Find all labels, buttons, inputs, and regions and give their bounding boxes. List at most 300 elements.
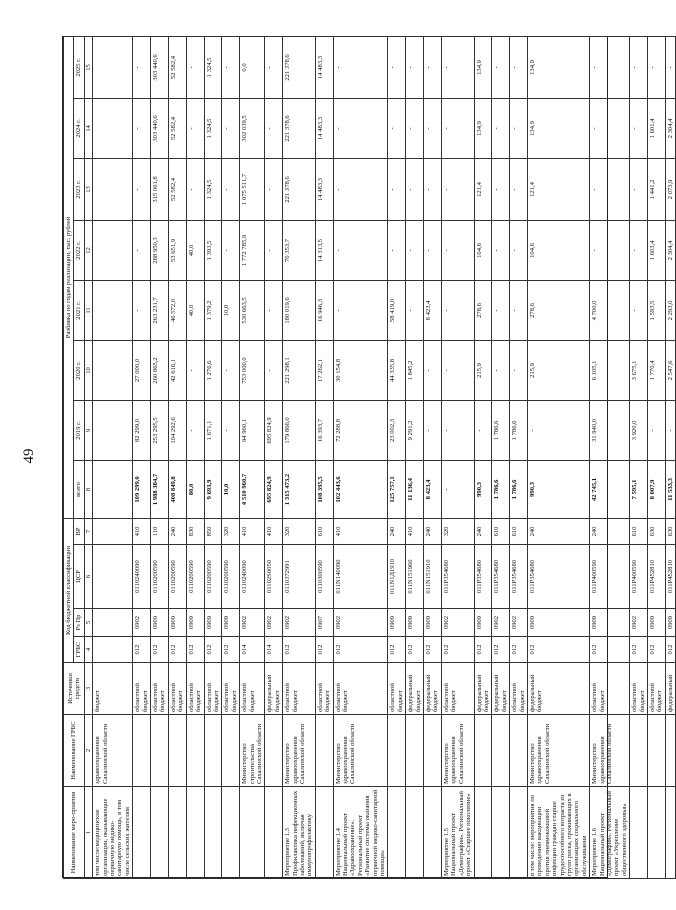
year-value-cell: 72 288,8 [333, 400, 388, 460]
table-row [441, 36, 474, 878]
year-value-cell [93, 220, 133, 280]
year-value-cell: 215,9 [474, 340, 492, 400]
row-name-cell [204, 787, 222, 879]
year-value-cell: 14 313,5 [315, 220, 333, 280]
year-value-cell: - [265, 280, 283, 340]
year-value-cell: - [648, 36, 666, 98]
code-csr-cell: 0110200590 [151, 545, 169, 609]
year-value-cell: 134,9 [527, 36, 589, 98]
code-grbs-cell: 012 [186, 637, 204, 663]
year-value-cell: 263 231,7 [151, 280, 169, 340]
year-value-cell: 530 663,5 [240, 280, 265, 340]
row-name-cell [510, 787, 528, 879]
year-value-cell: 179 866,0 [283, 400, 316, 460]
header-year: 2024 г. [74, 98, 84, 158]
code-grbs-cell: 012 [510, 637, 528, 663]
row-grbs-cell [133, 715, 151, 787]
row-name-cell [133, 787, 151, 879]
code-vr-cell: 410 [265, 518, 283, 544]
header-grbs: Наименование ГРБС [64, 715, 85, 787]
row-source-cell: федеральный бюджет [492, 663, 510, 715]
year-value-cell: 16 946,3 [315, 280, 333, 340]
code-csr-cell: 011P354680 [510, 545, 528, 609]
total-cell: 1 315 473,2 [283, 460, 316, 518]
index-cell: 5 [84, 609, 92, 637]
total-cell: 1 786,6 [492, 460, 510, 518]
row-source-cell: областной бюджет [315, 663, 333, 715]
rotated-table-area [63, 37, 674, 879]
year-value-cell: - [406, 36, 424, 98]
year-value-cell: - [265, 220, 283, 280]
year-value-cell: 52 582,4 [168, 98, 186, 158]
year-value-cell [93, 340, 133, 400]
code-grbs-cell: 012 [151, 637, 169, 663]
year-value-cell: - [186, 158, 204, 220]
code-rz-cell: 0909 [665, 609, 675, 637]
year-value-cell: - [388, 158, 406, 220]
table-row [133, 36, 151, 878]
year-value-cell: - [333, 280, 388, 340]
table-row [333, 36, 388, 878]
code-grbs-cell: 012 [204, 637, 222, 663]
year-value-cell: 40,0 [186, 220, 204, 280]
index-cell: 8 [84, 460, 92, 518]
year-value-cell: 1 324,5 [204, 158, 222, 220]
row-name-cell [186, 787, 204, 879]
code-rz-cell: 0902 [333, 609, 388, 637]
code-vr-cell: 320 [441, 518, 474, 544]
table-row [204, 36, 222, 878]
year-value-cell: - [590, 36, 630, 98]
year-value-cell: - [510, 36, 528, 98]
index-cell: 12 [84, 220, 92, 280]
year-value-cell [93, 98, 133, 158]
page-number: 49 [21, 448, 37, 464]
year-value-cell: 121,4 [474, 158, 492, 220]
year-value-cell: 1 593,5 [648, 280, 666, 340]
year-value-cell: 52 582,4 [168, 158, 186, 220]
year-value-cell: 1 601,4 [648, 98, 666, 158]
code-vr-cell: 110 [151, 518, 169, 544]
code-grbs-cell: 012 [474, 637, 492, 663]
code-vr-cell: 240 [388, 518, 406, 544]
index-cell: 10 [84, 340, 92, 400]
year-value-cell: 2 304,4 [665, 98, 675, 158]
year-value-cell: 3 920,0 [630, 400, 648, 460]
year-value-cell: 14 483,3 [315, 36, 333, 98]
year-value-cell: - [630, 36, 648, 98]
code-grbs-cell: 014 [240, 637, 265, 663]
total-cell: 11 533,3 [665, 460, 675, 518]
table-row [510, 36, 528, 878]
year-value-cell: - [406, 280, 424, 340]
year-value-cell: - [527, 400, 589, 460]
total-cell: 1 988 384,7 [151, 460, 169, 518]
row-grbs-cell [424, 715, 442, 787]
total-cell: 4 510 960,7 [240, 460, 265, 518]
row-grbs-cell: Министерство здравоохранения Сахалинской области [333, 715, 388, 787]
total-cell [93, 460, 133, 518]
row-source-cell: областной бюджет [133, 663, 151, 715]
code-rz-cell: 0909 [204, 609, 222, 637]
row-source-cell: федеральный бюджет [474, 663, 492, 715]
year-value-cell: - [222, 220, 240, 280]
code-csr-cell: 011N140090 [333, 545, 388, 609]
index-cell: 9 [84, 400, 92, 460]
index-cell: 1 [84, 787, 92, 879]
code-csr-cell [93, 545, 133, 609]
code-vr-cell: 610 [510, 518, 528, 544]
header-code-group: Код бюджетной классификации [64, 518, 74, 662]
header-code-csr: ЦСР [74, 545, 84, 609]
code-grbs-cell: 014 [265, 637, 283, 663]
year-value-cell: - [630, 280, 648, 340]
year-value-cell: 2 073,9 [665, 158, 675, 220]
code-rz-cell: 0909 [186, 609, 204, 637]
code-vr-cell [93, 518, 133, 544]
table-row [474, 36, 492, 878]
year-value-cell: - [665, 36, 675, 98]
year-value-cell: - [590, 220, 630, 280]
code-rz-cell: 0902 [283, 609, 316, 637]
year-value-cell: - [441, 400, 474, 460]
year-value-cell: 302 039,5 [240, 98, 265, 158]
code-vr-cell: 240 [474, 518, 492, 544]
code-rz-cell: 0902 [265, 609, 283, 637]
row-source-cell: федеральный бюджет [265, 663, 283, 715]
row-grbs-cell [474, 715, 492, 787]
header-code-rz: Рз Пр [74, 609, 84, 637]
year-value-cell: 14 483,3 [315, 98, 333, 158]
code-rz-cell: 0909 [648, 609, 666, 637]
row-source-cell: областной бюджет [630, 663, 648, 715]
row-grbs-cell: здравоохранения Сахалинской области [93, 715, 133, 787]
year-value-cell: - [492, 98, 510, 158]
code-rz-cell: 0909 [222, 609, 240, 637]
code-rz-cell: 0909 [388, 609, 406, 637]
year-value-cell: - [492, 340, 510, 400]
year-value-cell: - [441, 280, 474, 340]
index-row [84, 36, 92, 878]
year-value-cell: 288 950,3 [151, 220, 169, 280]
total-cell: 8 007,9 [648, 460, 666, 518]
table-row [168, 36, 186, 878]
total-cell: 695 824,9 [265, 460, 283, 518]
year-value-cell: - [492, 280, 510, 340]
code-rz-cell: 0902 [510, 609, 528, 637]
total-cell: 108 395,5 [315, 460, 333, 518]
row-source-cell: федеральный [665, 663, 675, 715]
year-value-cell: 695 824,9 [265, 400, 283, 460]
year-value-cell: 180 019,6 [283, 280, 316, 340]
row-name-cell: том числе:медицинские организации, оказывающие первичную медико-санитарную помощь, в том числе сельских жителям [93, 787, 133, 879]
year-value-cell: 215,9 [527, 340, 589, 400]
year-value-cell: 1 603,4 [648, 220, 666, 280]
year-value-cell: 278,6 [527, 280, 589, 340]
code-csr-cell: 011P452810 [665, 545, 675, 609]
code-rz-cell: 0902 [133, 609, 151, 637]
index-cell: 2 [84, 715, 92, 787]
code-grbs-cell [93, 637, 133, 663]
year-value-cell: - [388, 36, 406, 98]
code-csr-cell: 011N151910 [424, 545, 442, 609]
code-csr-cell: 0110200590 [168, 545, 186, 609]
year-value-cell: 44 335,8 [388, 340, 406, 400]
table-row [151, 36, 169, 878]
year-value-cell: 1 379,2 [204, 280, 222, 340]
year-value-cell [93, 400, 133, 460]
code-vr-cell: 610 [630, 518, 648, 544]
header-total: всего [74, 460, 84, 518]
code-vr-cell: 240 [590, 518, 630, 544]
code-vr-cell: 320 [222, 518, 240, 544]
year-value-cell: - [222, 98, 240, 158]
year-value-cell: 46 572,0 [168, 280, 186, 340]
code-vr-cell: 630 [665, 518, 675, 544]
year-value-cell: 53 651,9 [168, 220, 186, 280]
code-vr-cell: 610 [492, 518, 510, 544]
row-source-cell: областной бюджет [186, 663, 204, 715]
code-csr-cell: 0110240090 [133, 545, 151, 609]
table-body [93, 36, 676, 878]
code-rz-cell: 0909 [527, 609, 589, 637]
header-row-1 [64, 36, 74, 878]
row-grbs-cell [648, 715, 666, 787]
year-value-cell: 221 298,1 [283, 340, 316, 400]
code-vr-cell: 240 [168, 518, 186, 544]
year-value-cell: - [265, 36, 283, 98]
index-cell: 7 [84, 518, 92, 544]
year-value-cell: - [333, 98, 388, 158]
year-value-cell: - [333, 158, 388, 220]
year-value-cell: 1 772 785,9 [240, 220, 265, 280]
row-source-cell: федеральный бюджет [406, 663, 424, 715]
code-grbs-cell: 012 [133, 637, 151, 663]
year-value-cell: - [406, 220, 424, 280]
row-name-cell [492, 787, 510, 879]
row-grbs-cell: Министерство здравоохранения Сахалинской области [590, 715, 630, 787]
row-source-cell: областной бюджет [204, 663, 222, 715]
year-value-cell: - [424, 98, 442, 158]
total-cell: - [441, 460, 474, 518]
year-value-cell: 121,4 [527, 158, 589, 220]
year-value-cell: - [333, 36, 388, 98]
year-value-cell: - [424, 400, 442, 460]
year-value-cell: 260 865,2 [151, 340, 169, 400]
code-csr-cell: 0110372991 [283, 545, 316, 609]
header-code-vr: ВР [74, 518, 84, 544]
code-vr-cell: 830 [186, 518, 204, 544]
year-value-cell: - [424, 340, 442, 400]
code-csr-cell: 0110200590 [204, 545, 222, 609]
year-value-cell: 2 547,6 [665, 340, 675, 400]
year-value-cell: - [133, 36, 151, 98]
code-vr-cell: 610 [315, 518, 333, 544]
code-csr-cell: 011N1Д1910 [388, 545, 406, 609]
code-grbs-cell: 012 [406, 637, 424, 663]
table-row [424, 36, 442, 878]
year-value-cell: 253 295,5 [151, 400, 169, 460]
year-value-cell: 303 440,6 [151, 36, 169, 98]
year-value-cell: - [590, 158, 630, 220]
row-grbs-cell [406, 715, 424, 787]
year-value-cell: - [630, 220, 648, 280]
year-value-cell: 0,0 [240, 36, 265, 98]
year-value-cell: 1 786,6 [492, 400, 510, 460]
total-cell: 8 423,4 [424, 460, 442, 518]
code-grbs-cell: 012 [665, 637, 675, 663]
row-grbs-cell [510, 715, 528, 787]
row-grbs-cell [665, 715, 675, 787]
year-value-cell: - [441, 220, 474, 280]
header-name: Наименование меро-приятия [64, 787, 85, 879]
table-row [315, 36, 333, 878]
row-name-cell [222, 787, 240, 879]
year-value-cell [93, 158, 133, 220]
year-value-cell: 303 440,6 [151, 98, 169, 158]
year-value-cell: - [222, 36, 240, 98]
row-name-cell: Мероприятие 1.3 Профилактика инфекционных заболеваний, включая иммунопрофилактику [283, 787, 316, 879]
year-value-cell: 315 061,8 [151, 158, 169, 220]
year-value-cell: - [388, 98, 406, 158]
row-source-cell: областной бюджет [333, 663, 388, 715]
year-value-cell: 1 324,5 [204, 98, 222, 158]
row-name-cell: в том числе: мероприятия по проведению вакцинации против пневмококковой инфекции граждан старше трудоспособного возраста из групп риска, проживающих в организациях социального обслуживания [527, 787, 589, 879]
row-grbs-cell [186, 715, 204, 787]
header-years-group: Разбивка по годам реализации, тыс. рублей [64, 36, 74, 518]
year-value-cell: 82 299,0 [133, 400, 151, 460]
year-value-cell: 1 324,5 [204, 36, 222, 98]
code-rz-cell: 0909 [590, 609, 630, 637]
row-name-cell [406, 787, 424, 879]
code-rz-cell: 0909 [424, 609, 442, 637]
year-value-cell: - [222, 158, 240, 220]
row-source-cell: областной бюджет [222, 663, 240, 715]
row-grbs-cell: Министерство здравоохранения Сахалинской области [527, 715, 589, 787]
row-name-cell [388, 787, 406, 879]
year-value-cell: 14 483,3 [315, 158, 333, 220]
code-csr-cell: 0110200590 [186, 545, 204, 609]
code-grbs-cell: 012 [648, 637, 666, 663]
year-value-cell: - [424, 158, 442, 220]
index-cell: 6 [84, 545, 92, 609]
year-value-cell: - [265, 158, 283, 220]
year-value-cell: 23 002,3 [388, 400, 406, 460]
code-grbs-cell: 012 [168, 637, 186, 663]
table-row [590, 36, 630, 878]
table-row [240, 36, 265, 878]
code-grbs-cell: 012 [630, 637, 648, 663]
year-value-cell [93, 280, 133, 340]
year-value-cell: 4 700,0 [590, 280, 630, 340]
year-value-cell: - [492, 158, 510, 220]
row-name-cell [265, 787, 283, 879]
table-row [93, 36, 133, 878]
year-value-cell: 10,0 [222, 280, 240, 340]
row-grbs-cell [204, 715, 222, 787]
row-grbs-cell [151, 715, 169, 787]
year-value-cell: 104 292,6 [168, 400, 186, 460]
row-source-cell: областной бюджет [283, 663, 316, 715]
row-grbs-cell: Министерство строительства Сахалинской области [240, 715, 265, 787]
code-vr-cell: 410 [406, 518, 424, 544]
row-name-cell [630, 787, 648, 879]
table-row [283, 36, 316, 878]
row-name-cell [424, 787, 442, 879]
code-grbs-cell: 012 [527, 637, 589, 663]
code-csr-cell: 011P354680 [527, 545, 589, 609]
code-grbs-cell: 012 [222, 637, 240, 663]
year-value-cell: 134,9 [527, 98, 589, 158]
row-grbs-cell [492, 715, 510, 787]
code-csr-cell: 0110240090 [240, 545, 265, 609]
code-csr-cell: 011P354680 [441, 545, 474, 609]
year-value-cell: 134,9 [474, 36, 492, 98]
code-vr-cell: 850 [204, 518, 222, 544]
year-value-cell: - [424, 220, 442, 280]
row-name-cell [648, 787, 666, 879]
header-year: 2022 г. [74, 220, 84, 280]
year-value-cell: 278,6 [474, 280, 492, 340]
year-value-cell: - [222, 400, 240, 460]
index-cell: 11 [84, 280, 92, 340]
code-grbs-cell: 012 [283, 637, 316, 663]
index-cell: 4 [84, 637, 92, 663]
row-grbs-cell: Министерство здравоохранения Сахалинской области [441, 715, 474, 787]
year-value-cell: 221 378,6 [283, 158, 316, 220]
year-value-cell: - [333, 220, 388, 280]
table-frame [62, 36, 674, 878]
year-value-cell: - [186, 36, 204, 98]
total-cell: 10,0 [222, 460, 240, 518]
code-grbs-cell: 012 [492, 637, 510, 663]
row-name-cell [474, 787, 492, 879]
index-cell: 14 [84, 98, 92, 158]
year-value-cell: - [510, 98, 528, 158]
year-value-cell: 221 378,6 [283, 98, 316, 158]
row-source-cell: федеральный бюджет [527, 663, 589, 715]
row-name-cell: Мероприятие 1.5 Национальный проект «Демография». Региональный проект «Старшее поколение» [441, 787, 474, 879]
year-value-cell: - [510, 340, 528, 400]
code-rz-cell: 0902 [441, 609, 474, 637]
code-csr-cell: 011P452810 [648, 545, 666, 609]
table-row [406, 36, 424, 878]
total-cell: 11 136,4 [406, 460, 424, 518]
total-cell: 990,3 [474, 460, 492, 518]
year-value-cell: - [388, 220, 406, 280]
year-value-cell: 16 393,7 [315, 400, 333, 460]
year-value-cell: 1 393,5 [204, 220, 222, 280]
total-cell: 408 849,8 [168, 460, 186, 518]
year-value-cell: 1 276,6 [204, 340, 222, 400]
row-name-cell [151, 787, 169, 879]
code-csr-cell: 0110200590 [222, 545, 240, 609]
year-value-cell: 3 675,1 [630, 340, 648, 400]
row-source-cell: областной бюджет [648, 663, 666, 715]
year-value-cell: 40,0 [186, 280, 204, 340]
row-grbs-cell [265, 715, 283, 787]
code-csr-cell: 011N151960 [406, 545, 424, 609]
table-row [222, 36, 240, 878]
table-row [527, 36, 589, 878]
year-value-cell: - [510, 158, 528, 220]
row-name-cell [168, 787, 186, 879]
total-cell: 80,0 [186, 460, 204, 518]
code-vr-cell: 410 [240, 518, 265, 544]
row-source-cell: областной бюджет [590, 663, 630, 715]
row-grbs-cell [630, 715, 648, 787]
code-csr-cell: 011P354680 [474, 545, 492, 609]
